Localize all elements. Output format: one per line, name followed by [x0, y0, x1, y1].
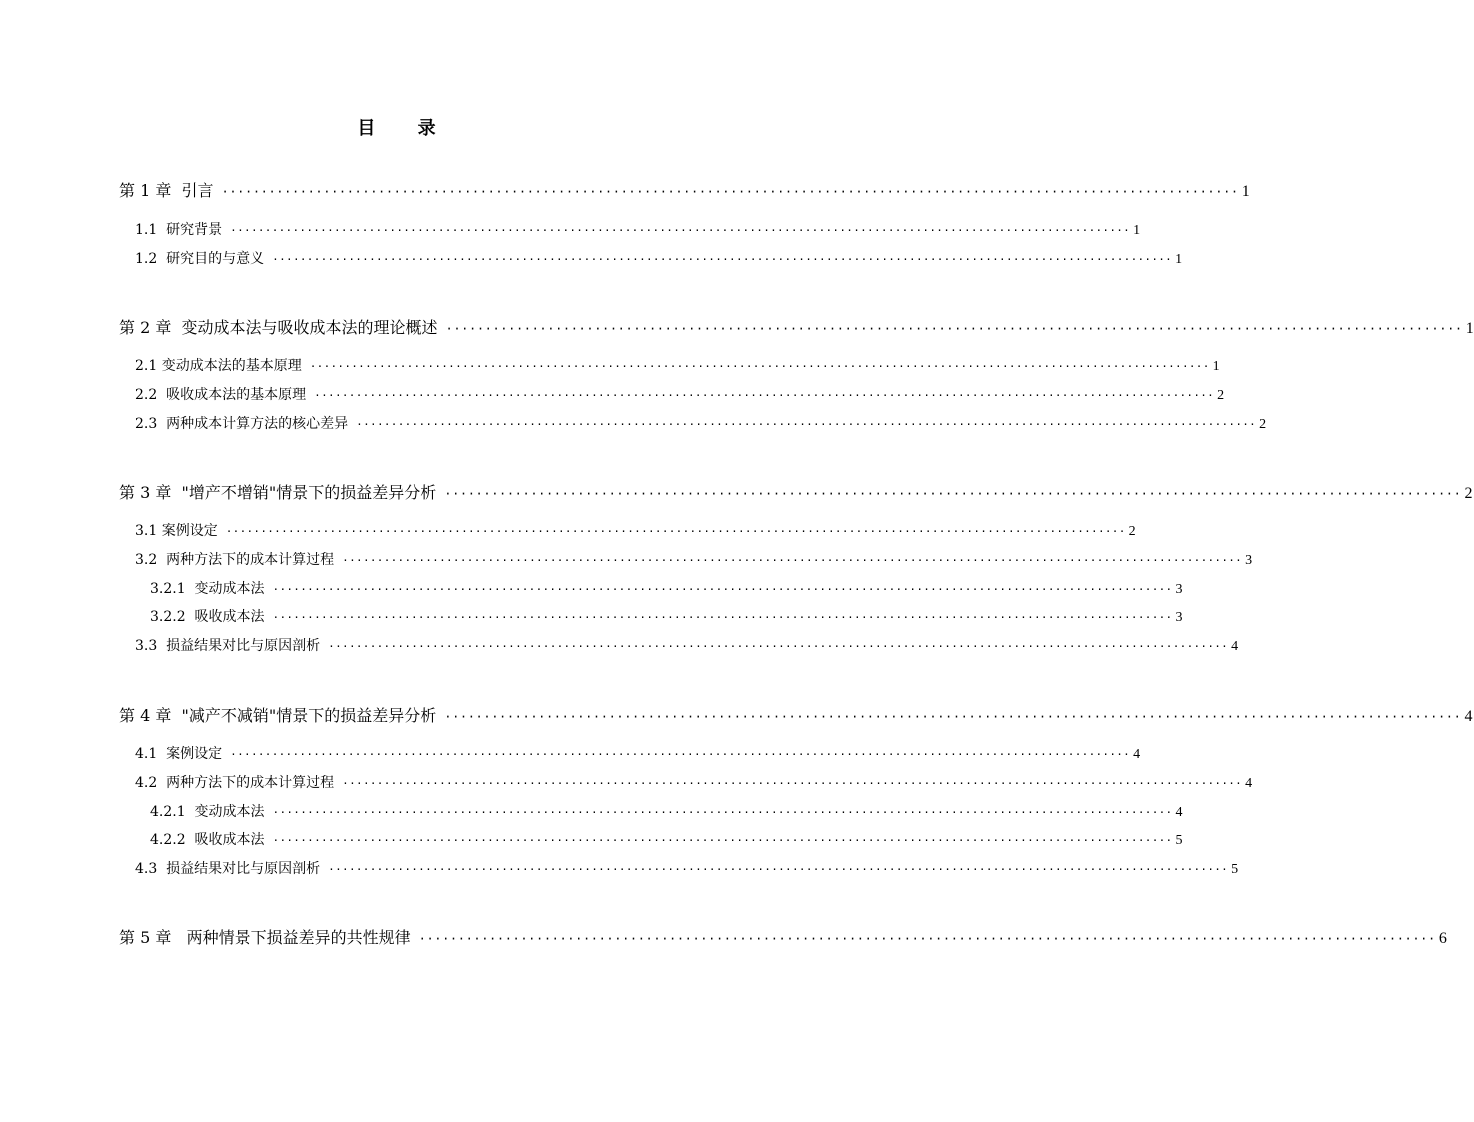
dot-leader: ··································································································································: [314, 389, 1215, 402]
toc-section-3-3[interactable]: [135, 635, 1239, 655]
toc-entry-label: 第 1 章 引言: [119, 181, 214, 200]
toc-chapter-4[interactable]: [119, 703, 1473, 726]
toc-entry-label: 1.2 研究目的与意义: [135, 251, 265, 267]
dot-leader: ··································································································································: [356, 418, 1257, 431]
toc-page-number: 4: [1245, 776, 1253, 791]
toc-page-number: 6: [1438, 930, 1447, 947]
toc-subsection-4-2-1[interactable]: [150, 801, 1183, 821]
toc-chapter-3[interactable]: [119, 480, 1473, 503]
toc-entry-label: 4.1 案例设定: [135, 746, 223, 762]
toc-page-number: 3: [1175, 582, 1183, 597]
toc-entry-label: 2.2 吸收成本法的基本原理: [135, 387, 307, 403]
dot-leader: ··································································································································: [221, 185, 1239, 199]
toc-page-number: 2: [1464, 485, 1473, 502]
toc-entry-label: 4.2.2 吸收成本法: [150, 832, 265, 848]
toc-subsection-3-2-1[interactable]: [150, 578, 1183, 598]
dot-leader: ··································································································································: [342, 777, 1243, 790]
toc-page-number: 2: [1217, 388, 1225, 403]
toc-entry-label: 3.2 两种方法下的成本计算过程: [135, 552, 335, 568]
toc-page-number: 2: [1128, 524, 1136, 539]
dot-leader: ··································································································································: [230, 224, 1131, 237]
dot-leader: ··································································································································: [272, 611, 1173, 624]
toc-page-number: 2: [1259, 417, 1267, 432]
toc-page-number: 1: [1241, 183, 1250, 200]
toc-page-number: 4: [1464, 708, 1473, 725]
toc-section-2-3[interactable]: [135, 413, 1267, 433]
toc-page-number: 4: [1133, 747, 1141, 762]
dot-leader: ··································································································································: [445, 322, 1463, 336]
toc-section-2-1[interactable]: [135, 355, 1220, 375]
toc-section-4-2[interactable]: [135, 772, 1253, 792]
toc-entry-label: 4.2.1 变动成本法: [150, 804, 265, 820]
toc-entry-label: 第 4 章 "减产不减销"情景下的损益差异分析: [119, 706, 437, 725]
toc-page-number: 4: [1175, 805, 1183, 820]
toc-chapter-2[interactable]: [119, 315, 1474, 338]
toc-entry-label: 3.1 案例设定: [135, 523, 218, 539]
toc-entry-label: 1.1 研究背景: [135, 222, 223, 238]
dot-leader: ··································································································································: [309, 360, 1210, 373]
dot-leader: ··································································································································: [328, 640, 1229, 653]
toc-subsection-4-2-2[interactable]: [150, 829, 1183, 849]
toc-section-1-1[interactable]: [135, 219, 1141, 239]
toc-section-1-2[interactable]: [135, 248, 1183, 268]
toc-entry-label: 3.2.2 吸收成本法: [150, 609, 265, 625]
toc-entry-label: 3.2.1 变动成本法: [150, 581, 265, 597]
toc-chapter-5[interactable]: [119, 925, 1447, 948]
toc-entry-label: 第 3 章 "增产不增销"情景下的损益差异分析: [119, 483, 437, 502]
toc-entry-label: 3.3 损益结果对比与原因剖析: [135, 638, 321, 654]
dot-leader: ··································································································································: [272, 834, 1173, 847]
dot-leader: ··································································································································: [342, 554, 1243, 567]
toc-page-number: 3: [1245, 553, 1253, 568]
toc-section-2-2[interactable]: [135, 384, 1225, 404]
toc-page-number: 1: [1175, 252, 1183, 267]
toc-entry-label: 2.1 变动成本法的基本原理: [135, 358, 302, 374]
dot-leader: ··································································································································: [272, 253, 1173, 266]
dot-leader: ··································································································································: [418, 932, 1436, 946]
dot-leader: ··································································································································: [328, 863, 1229, 876]
dot-leader: ··································································································································: [444, 710, 1462, 724]
dot-leader: ··································································································································: [225, 525, 1126, 538]
toc-page-number: 1: [1133, 223, 1141, 238]
toc-page-number: 5: [1231, 862, 1239, 877]
toc-entry-label: 第 2 章 变动成本法与吸收成本法的理论概述: [119, 318, 438, 337]
toc-page-number: 1: [1465, 320, 1474, 337]
toc-section-4-3[interactable]: [135, 858, 1239, 878]
dot-leader: ··································································································································: [272, 583, 1173, 596]
toc-entry-label: 4.2 两种方法下的成本计算过程: [135, 775, 335, 791]
toc-chapter-1[interactable]: [119, 178, 1250, 201]
toc-section-3-1[interactable]: [135, 520, 1136, 540]
toc-entry-label: 4.3 损益结果对比与原因剖析: [135, 861, 321, 877]
dot-leader: ··································································································································: [272, 806, 1173, 819]
toc-page-number: 1: [1212, 359, 1220, 374]
toc-page-number: 3: [1175, 610, 1183, 625]
toc-subsection-3-2-2[interactable]: [150, 606, 1183, 626]
toc-entry-label: 第 5 章 两种情景下损益差异的共性规律: [119, 928, 411, 947]
toc-section-4-1[interactable]: [135, 743, 1141, 763]
toc-title: 目 录: [357, 118, 454, 139]
toc-entry-label: 2.3 两种成本计算方法的核心差异: [135, 416, 349, 432]
dot-leader: ··································································································································: [230, 748, 1131, 761]
toc-section-3-2[interactable]: [135, 549, 1253, 569]
toc-page-number: 5: [1175, 833, 1183, 848]
toc-page-number: 4: [1231, 639, 1239, 654]
dot-leader: ··································································································································: [444, 487, 1462, 501]
